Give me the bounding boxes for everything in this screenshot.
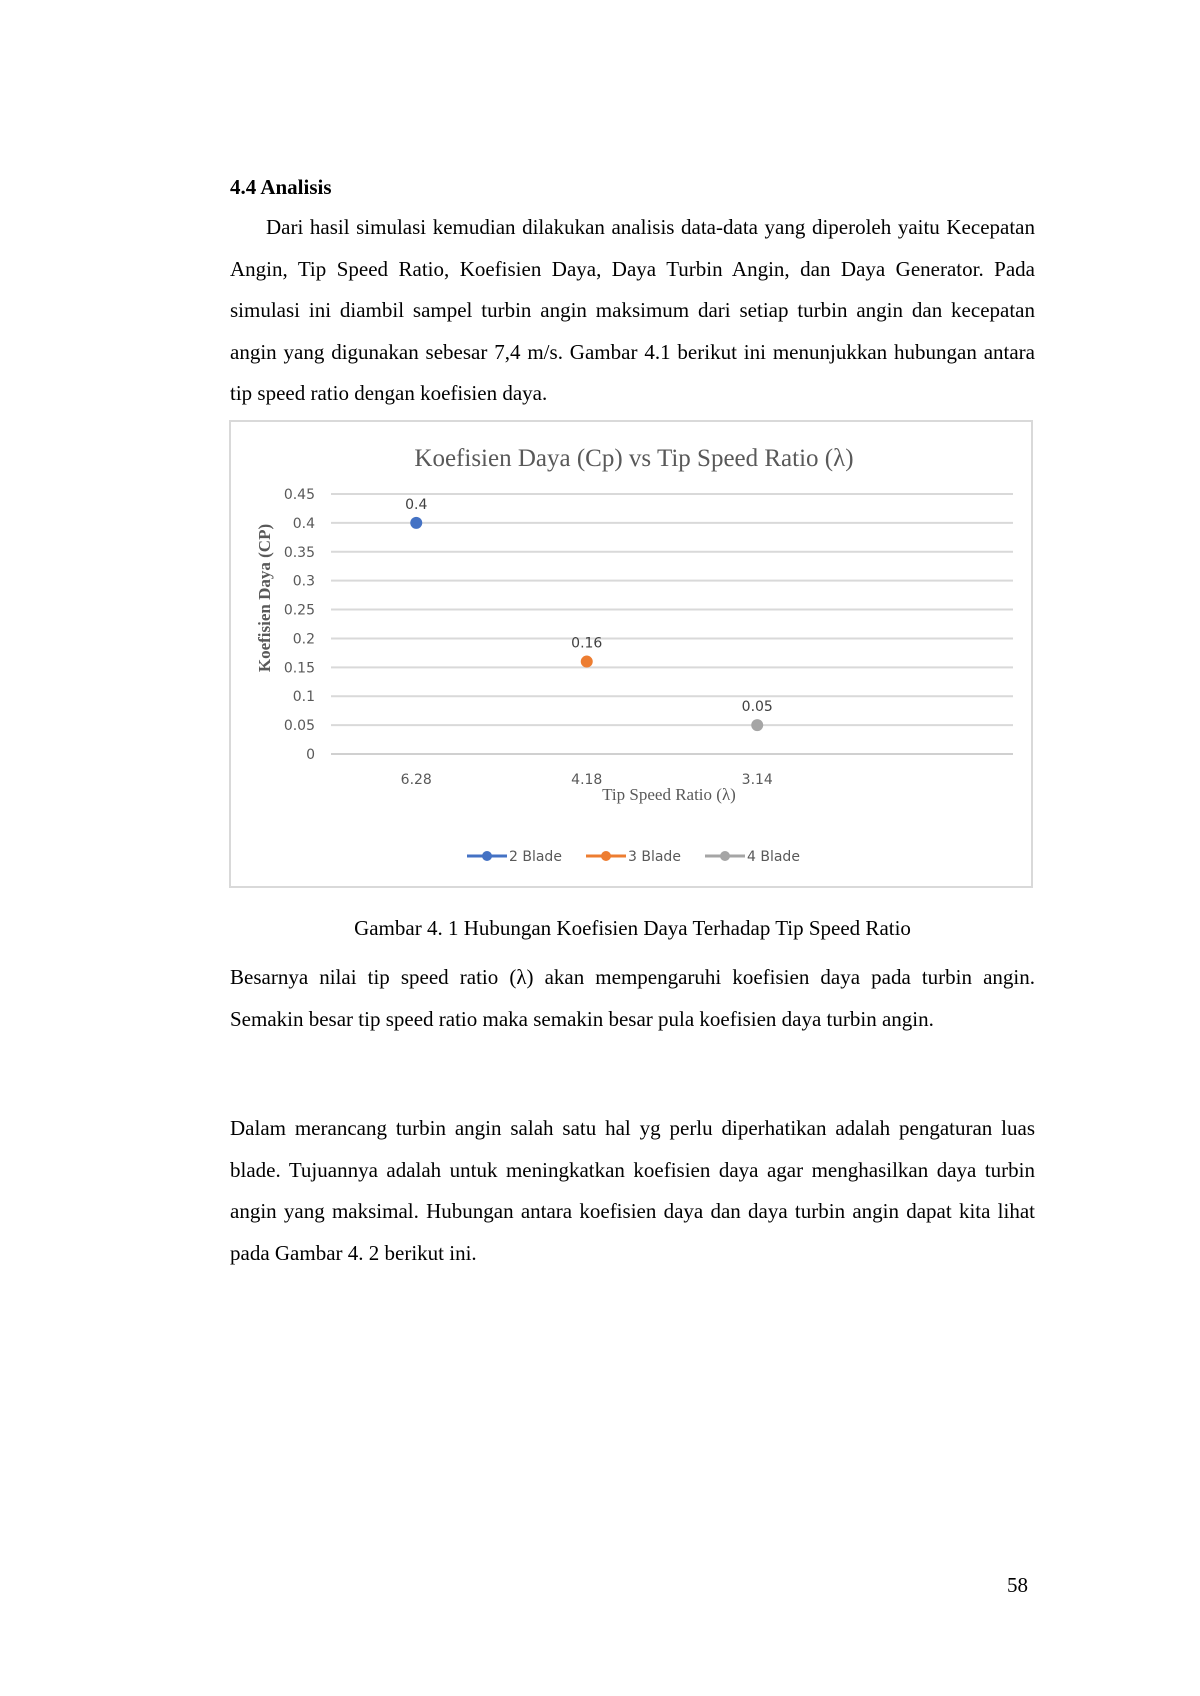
- legend-marker: [720, 851, 730, 861]
- chart-container: [229, 420, 1033, 888]
- legend-marker: [482, 851, 492, 861]
- y-tick-label: 0.45: [283, 487, 315, 503]
- data-label: 0.16: [571, 635, 603, 652]
- x-tick-label: 6.28: [400, 772, 432, 788]
- y-tick-label: 0.05: [283, 718, 315, 735]
- y-tick-label: 0.1: [292, 689, 315, 706]
- data-label: 0.4: [405, 496, 428, 513]
- data-point: [751, 719, 763, 731]
- data-point: [581, 656, 593, 668]
- data-label: 0.05: [741, 699, 773, 716]
- y-tick-label: 0: [306, 747, 315, 763]
- legend-marker: [601, 851, 611, 861]
- legend-label: 2 Blade: [509, 849, 562, 865]
- y-tick-label: 0.4: [292, 515, 315, 532]
- paragraph-intro: Dari hasil simulasi kemudian dilakukan analisis data-data yang diperoleh yaitu Kecepatan Angin, Tip Speed Ratio, Koefisien Daya, Daya Turbin Angin, dan Daya Generator. Pada simulasi ini diambil sampel turbin angin maksimum dari setiap turbin angin dan kecepatan angin yang digunakan sebesar 7,4 m/s. Gambar 4.1 berikut ini menunjukkan hubungan antara tip speed ratio dengan koefisien daya.: [230, 215, 1035, 405]
- legend-label: 3 Blade: [628, 849, 681, 865]
- figure-caption: Gambar 4. 1 Hubungan Koefisien Daya Terhadap Tip Speed Ratio: [354, 916, 911, 940]
- gridlines: [331, 494, 1013, 754]
- y-tick-label: 0.35: [283, 544, 315, 561]
- y-tick-label: 0.2: [292, 631, 315, 648]
- legend: [467, 849, 800, 865]
- page-number: 58: [1007, 1573, 1028, 1597]
- y-tick-label: 0.3: [292, 573, 315, 590]
- cp-vs-tsr-chart: [231, 422, 1031, 886]
- x-tick-label: 4.18: [571, 772, 603, 788]
- data-point: [410, 517, 422, 529]
- paragraph-blade: Dalam merancang turbin angin salah satu hal yg perlu diperhatikan adalah pengaturan luas blade. Tujuannya adalah untuk meningkatkan koefisien daya agar menghasilkan daya turbin angin yang maksimal. Hubungan antara koefisien daya dan daya turbin angin dapat kita lihat pada Gambar 4. 2 berikut ini.: [230, 1116, 1035, 1265]
- paragraph-tsr: Besarnya nilai tip speed ratio (λ) akan mempengaruhi koefisien daya pada turbin angin. Semakin besar tip speed ratio maka semakin besar pula koefisien daya turbin angin.: [230, 965, 1035, 1031]
- y-axis-label: Koefisien Daya (CP): [255, 523, 274, 673]
- x-tick-label: 3.14: [741, 772, 773, 788]
- y-tick-labels: [284, 487, 315, 763]
- section-heading: 4.4 Analisis: [230, 175, 332, 199]
- chart-title: Koefisien Daya (Cp) vs Tip Speed Ratio (λ): [414, 445, 854, 472]
- legend-label: 4 Blade: [747, 849, 800, 865]
- y-tick-label: 0.15: [283, 660, 315, 677]
- x-axis-label: Tip Speed Ratio (λ): [602, 785, 736, 804]
- y-tick-label: 0.25: [283, 602, 315, 619]
